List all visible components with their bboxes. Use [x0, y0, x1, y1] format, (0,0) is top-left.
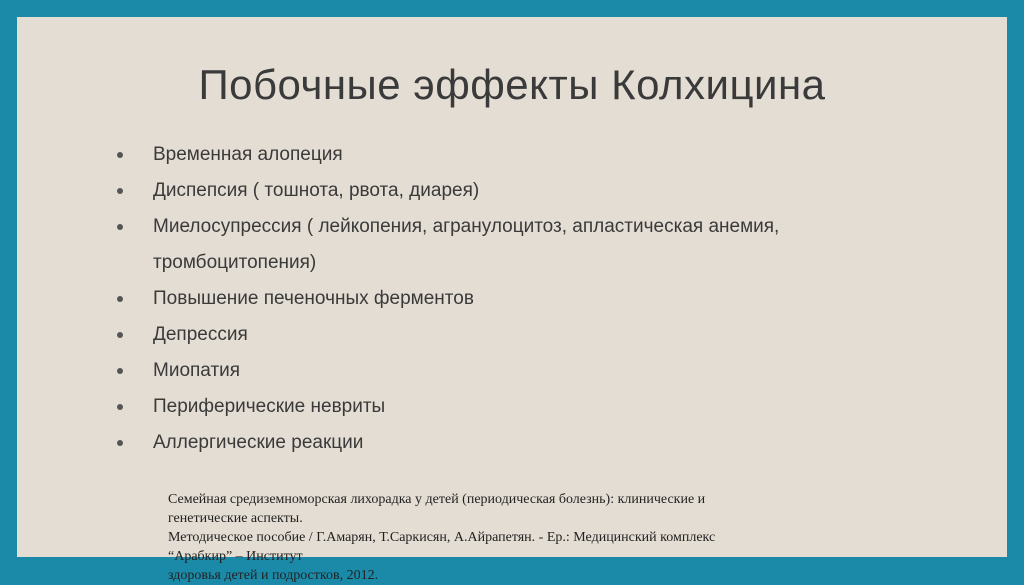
bullet-text: Периферические невриты [153, 396, 386, 417]
bullet-item [115, 137, 935, 173]
slide-title: Побочные эффекты Колхицина [198, 61, 826, 108]
bullet-item [115, 317, 935, 353]
bullet-text: Миопатия [153, 360, 241, 381]
bullet-text: Аллергические реакции [153, 432, 364, 453]
bullet-text: Повышение печеночных ферментов [153, 288, 474, 309]
bullet-text: Миелосупрессия ( лейкопения, агранулоцитоз, апластическая анемия, тромбоцитопения) [153, 216, 780, 273]
bullet-dot-icon [117, 296, 123, 302]
bullet-dot-icon [117, 332, 123, 338]
bullet-text: Временная алопеция [153, 144, 343, 165]
slide [17, 17, 1007, 583]
bullet-dot-icon [117, 224, 123, 230]
bullet-item [115, 353, 935, 389]
bullet-dot-icon [117, 440, 123, 446]
bullet-dot-icon [117, 188, 123, 194]
bullet-dot-icon [117, 368, 123, 374]
reference-line: здоровья детей и подростков, 2012. [168, 568, 379, 583]
bullet-list [115, 137, 935, 461]
bullet-dot-icon [117, 152, 123, 158]
bullet-text: Диспепсия ( тошнота, рвота, диарея) [153, 180, 480, 201]
bullet-item [115, 389, 935, 425]
bullet-dot-icon [117, 404, 123, 410]
reference-citation [168, 490, 768, 585]
bullet-item [115, 209, 935, 281]
bullet-item [115, 173, 935, 209]
bullet-item [115, 425, 935, 461]
reference-line: Семейная средиземноморская лихорадка у детей (периодическая болезнь): клинические и генетические аспекты. [168, 492, 706, 526]
reference-line: Методическое пособие / Г.Амарян, Т.Саркисян, А.Айрапетян. - Ер.: Медицинский комплекс “Арабкир” – Институт [168, 530, 716, 564]
bullet-text: Депрессия [153, 324, 248, 345]
bullet-item [115, 281, 935, 317]
